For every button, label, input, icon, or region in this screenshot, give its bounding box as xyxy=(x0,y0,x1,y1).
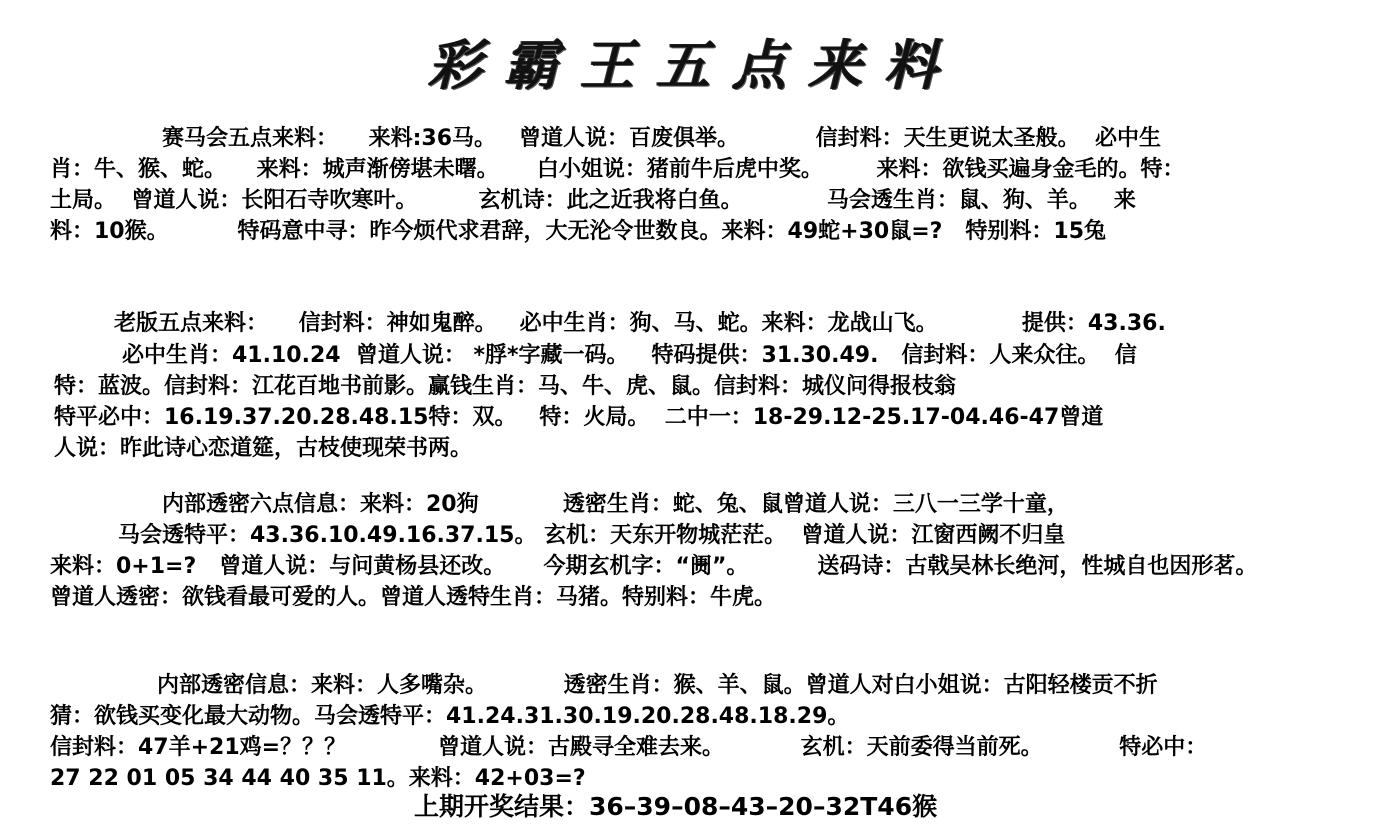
last-draw-result: 上期开奖结果：36–39–08–43–20–32T46猴 xyxy=(414,792,938,821)
page-title: 彩霸王五点来料 xyxy=(428,33,960,97)
block2-line2: 必中生肖：41.10.24 曾道人说： *脬*字藏一码。 特码提供：31.30.49. 信封料：人来众往。 信 xyxy=(122,343,1137,368)
block2-line1: 老版五点来料： 信封料：神如鬼醉。 必中生肖：狗、马、蛇。来料：龙战山飞。 提供：43.36. xyxy=(114,311,1166,336)
block2-line5: 人说：昨此诗心恋道筵，古枝使现荣书两。 xyxy=(54,436,473,461)
block1-line1: 赛马会五点来料： 来料:36马。 曾道人说：百废俱举。 信封料：天生更说太圣般。 必中生 xyxy=(162,126,1161,151)
block2-line3: 特：蓝波。信封料：江花百地书前影。赢钱生肖：马、牛、虎、鼠。信封料：城仪问得报枝翁 xyxy=(54,374,957,399)
block4-line3: 信封料：47羊+21鸡=？？？ 曾道人说：古殿寻全难去来。 玄机：天前委得当前死。 特必中： xyxy=(50,735,1208,760)
block1-line3: 土局。 曾道人说：长阳石寺吹寒叶。 玄机诗：此之近我将白鱼。 马会透生肖：鼠、狗、羊。 来 xyxy=(50,188,1136,213)
block2-line4: 特平必中：16.19.37.20.28.48.15特：双。 特：火局。 二中一：18-29.12-25.17-04.46-47曾道 xyxy=(54,405,1104,430)
block4-line2: 猜：欲钱买变化最大动物。马会透特平：41.24.31.30.19.20.28.48.18.29。 xyxy=(50,704,850,729)
block4-line4: 27 22 01 05 34 44 40 35 11。来料：42+03=? xyxy=(50,766,586,791)
block3-line3: 来料：0+1=? 曾道人说：与问黄杨县还改。 今期玄机字：“阓”。 送码诗：古戟吴林长绝河，性城自也因形茗。 xyxy=(50,554,1258,579)
block4-line1: 内部透密信息：来料：人多嘴杂。 透密生肖：猴、羊、鼠。曾道人对白小姐说：古阳轻楼贡不折 xyxy=(157,673,1158,698)
block1-line4: 料：10猴。 特码意中寻：昨今烦代求君辞，大无沦令世数良。来料：49蛇+30鼠=? 特别料：15兔 xyxy=(50,219,1107,244)
block1-line2: 肖：牛、猴、蛇。 来料：城声渐傍堪未曙。 白小姐说：猪前牛后虎中奖。 来料：欲钱买遍身金毛的。特： xyxy=(50,157,1185,182)
block3-line4: 曾道人透密：欲钱看最可爱的人。曾道人透特生肖：马猪。特别料：牛虎。 xyxy=(50,585,777,610)
block3-line2: 马会透特平：43.36.10.49.16.37.15。 玄机：天东开物城茫茫。 曾道人说：江窗西阙不归皇 xyxy=(118,523,1066,548)
block3-line1: 内部透密六点信息：来料：20狗 透密生肖：蛇、兔、鼠曾道人说：三八一三学十童， xyxy=(162,492,1069,517)
